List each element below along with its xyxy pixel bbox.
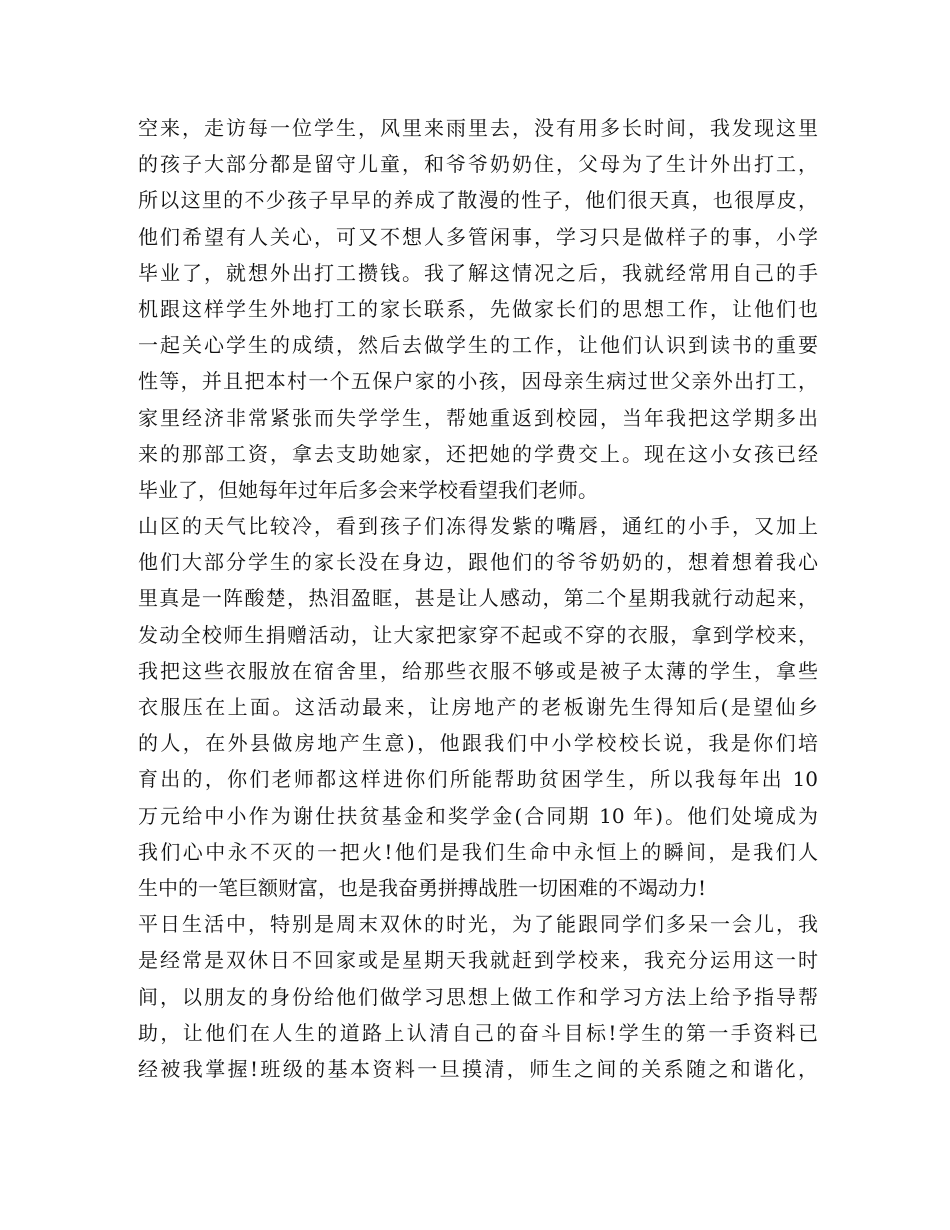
text-line: 万元给中小作为谢仕扶贫基金和奖学金(合同期 10 年)。他们处境成为 <box>138 803 818 828</box>
text-line: 生中的一笔巨额财富，也是我奋勇拼搏战胜一切困难的不竭动力! <box>138 875 707 900</box>
text-line: 的人，在外县做房地产生意)，他跟我们中小学校校长说，我是你们培 <box>138 731 818 756</box>
text-line: 家里经济非常紧张而失学学生，帮她重返到校园，当年我把这学期多出 <box>138 405 818 430</box>
text-line: 是经常是双休日不回家或是星期天我就赶到学校来，我充分运用这一时 <box>138 948 818 973</box>
body-text <box>138 110 818 1087</box>
text-line: 性等，并且把本村一个五保户家的小孩，因母亲生病过世父亲外出打工， <box>138 369 818 394</box>
text-line: 他们大部分学生的家长没在身边，跟他们的爷爷奶奶的，想着想着我心 <box>138 550 818 575</box>
text-line: 育出的，你们老师都这样进你们所能帮助贫困学生，所以我每年出 10 <box>138 767 818 792</box>
text-line: 来的那部工资，拿去支助她家，还把她的学费交上。现在这小女孩已经 <box>138 441 818 466</box>
text-line: 助，让他们在人生的道路上认清自己的奋斗目标!学生的第一手资料已 <box>138 1020 818 1045</box>
text-line: 的孩子大部分都是留守儿童，和爷爷奶奶住，父母为了生计外出打工， <box>138 152 818 177</box>
text-line: 我把这些衣服放在宿舍里，给那些衣服不够或是被子太薄的学生，拿些 <box>138 658 818 683</box>
text-line: 山区的天气比较冷，看到孩子们冻得发紫的嘴唇，通红的小手，又加上 <box>138 514 818 539</box>
text-line: 一起关心学生的成绩，然后去做学生的工作，让他们认识到读书的重要 <box>138 333 818 358</box>
text-line: 毕业了，就想外出打工攒钱。我了解这情况之后，我就经常用自己的手 <box>138 260 818 285</box>
text-line: 里真是一阵酸楚，热泪盈眶，甚是让人感动，第二个星期我就行动起来， <box>138 586 818 611</box>
text-line: 所以这里的不少孩子早早的养成了散漫的性子，他们很天真，也很厚皮， <box>138 188 818 213</box>
text-line: 经被我掌握!班级的基本资料一旦摸清，师生之间的关系随之和谐化， <box>138 1056 818 1081</box>
text-line: 我们心中永不灭的一把火!他们是我们生命中永恒上的瞬间，是我们人 <box>138 839 818 864</box>
text-line: 间，以朋友的身份给他们做学习思想上做工作和学习方法上给予指导帮 <box>138 984 818 1009</box>
text-line: 衣服压在上面。这活动最来，让房地产的老板谢先生得知后(是望仙乡 <box>138 695 818 719</box>
text-line: 发动全校师生捐赠活动，让大家把家穿不起或不穿的衣服，拿到学校来， <box>138 622 818 647</box>
text-line: 毕业了，但她每年过年后多会来学校看望我们老师。 <box>138 477 598 502</box>
text-line: 平日生活中，特别是周末双休的时光，为了能跟同学们多呆一会儿，我 <box>138 912 818 937</box>
text-line: 空来，走访每一位学生，风里来雨里去，没有用多长时间，我发现这里 <box>138 116 818 140</box>
text-line: 他们希望有人关心，可又不想人多管闲事，学习只是做样子的事，小学 <box>138 224 818 249</box>
text-line: 机跟这样学生外地打工的家长联系，先做家长们的思想工作，让他们也 <box>138 296 818 321</box>
